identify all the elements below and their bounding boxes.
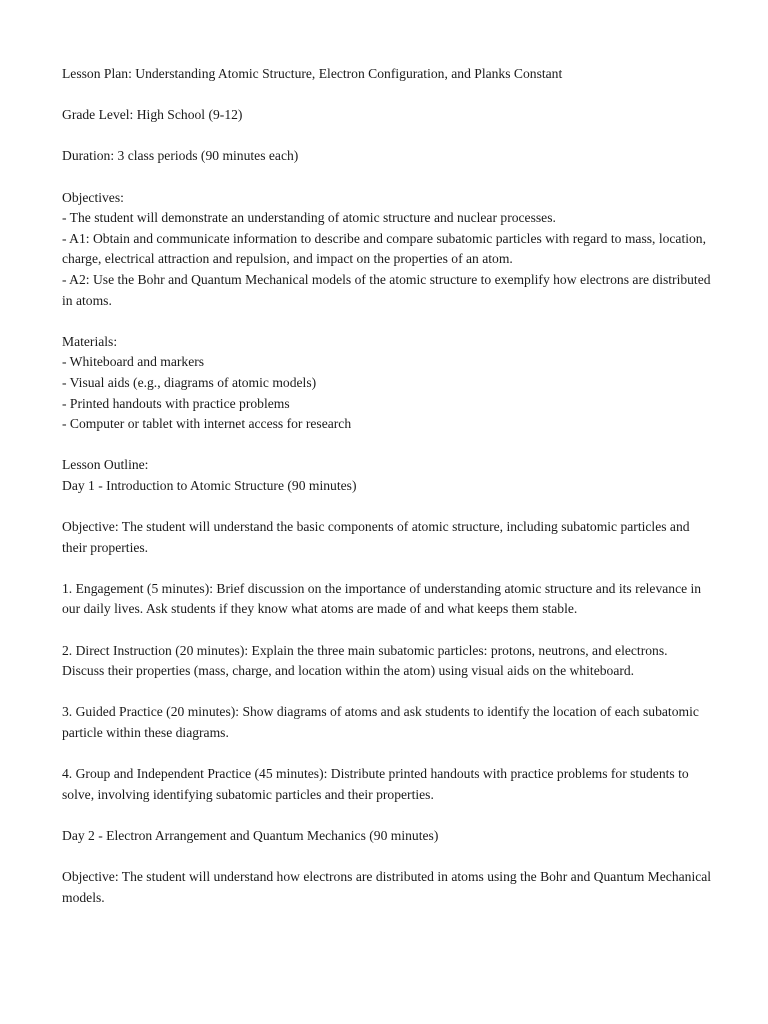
material-item: - Computer or tablet with internet access for research: [62, 416, 352, 432]
lesson-outline-heading: Lesson Outline:: [62, 457, 149, 473]
material-item: - Whiteboard and markers: [62, 354, 205, 370]
objectives-section: [62, 188, 712, 312]
objective-item: - A1: Obtain and communicate information to describe and compare subatomic particles with regard to mass, location, charge, electrical attraction and repulsion, and impact on the properties of an atom.: [62, 230, 707, 267]
document-title: Lesson Plan: Understanding Atomic Structure, Electron Configuration, and Planks Constant: [62, 66, 563, 81]
lesson-outline-section: [62, 455, 712, 496]
document-body: [62, 64, 712, 908]
day-1-step: 3. Guided Practice (20 minutes): Show diagrams of atoms and ask students to identify the location of each subatomic particle within these diagrams.: [62, 704, 699, 740]
objective-item: - The student will demonstrate an understanding of atomic structure and nuclear processes.: [62, 210, 556, 226]
material-item: - Printed handouts with practice problems: [62, 395, 290, 411]
day-2-title: Day 2 - Electron Arrangement and Quantum Mechanics (90 minutes): [62, 827, 439, 843]
duration: Duration: 3 class periods (90 minutes each): [62, 148, 299, 164]
day-1-objective: Objective: The student will understand the basic components of atomic structure, including subatomic particles and their properties.: [62, 519, 690, 555]
day-1-step: 4. Group and Independent Practice (45 minutes): Distribute printed handouts with practice problems for students to solve, involving identifying subatomic particles and their properties.: [62, 766, 689, 802]
material-item: - Visual aids (e.g., diagrams of atomic models): [62, 374, 317, 390]
objective-item: - A2: Use the Bohr and Quantum Mechanical models of the atomic structure to exemplify how electrons are distributed in atoms.: [62, 271, 711, 308]
materials-section: [62, 332, 712, 435]
grade-level: Grade Level: High School (9-12): [62, 107, 243, 123]
day-2-objective: Objective: The student will understand how electrons are distributed in atoms using the Bohr and Quantum Mechanical models.: [62, 869, 712, 905]
objectives-heading: Objectives:: [62, 189, 124, 205]
day-1-step: 2. Direct Instruction (20 minutes): Explain the three main subatomic particles: protons, neutrons, and electrons. Discuss their properties (mass, charge, and location within the atom) using visual aids on the whiteboard.: [62, 642, 668, 679]
materials-heading: Materials:: [62, 333, 118, 349]
day-1-step: 1. Engagement (5 minutes): Brief discussion on the importance of understanding atomic structure and its relevance in our daily lives. Ask students if they know what atoms are made of and what keeps them stable.: [62, 580, 702, 617]
day-1-title: Day 1 - Introduction to Atomic Structure (90 minutes): [62, 477, 357, 493]
